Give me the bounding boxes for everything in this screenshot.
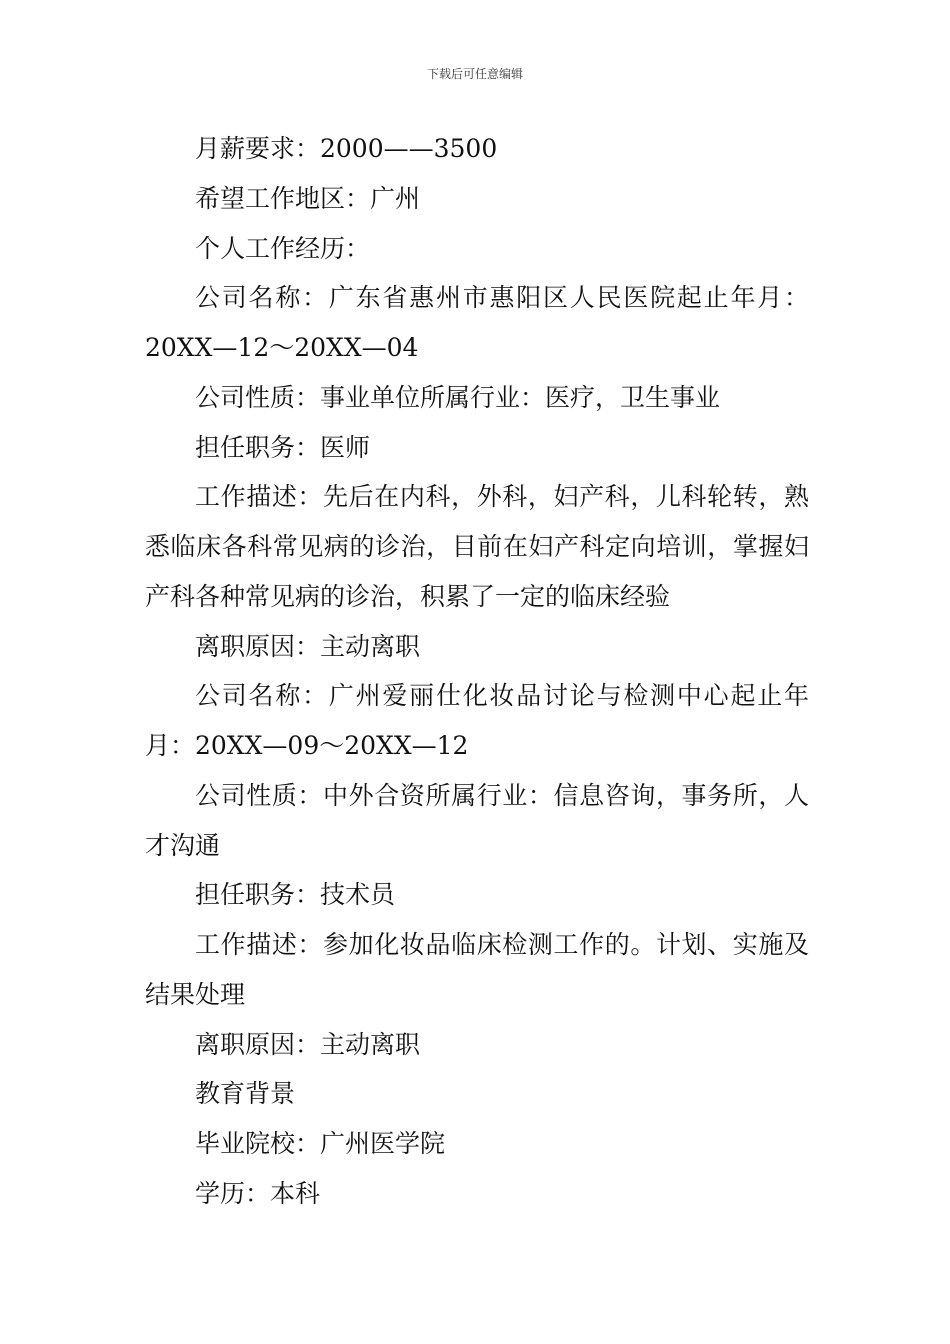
company-2-position: 担任职务：技术员: [195, 880, 396, 910]
document-body: [145, 124, 809, 1219]
education-degree: 学历：本科: [195, 1178, 321, 1208]
page-header: 下载后可任意编辑: [426, 67, 523, 81]
company-2-description: 工作描述：参加化妆品临床检测工作的。计划、实施及结果处理: [145, 930, 809, 1009]
company-2-name: 公司名称：广州爱丽仕化妆品讨论与检测中心起止年月：20XX—09～20XX—12: [145, 681, 809, 760]
company-2-type: 公司性质：中外合资所属行业：信息咨询，事务所，人才沟通: [145, 780, 809, 860]
education-heading: 教育背景: [195, 1079, 296, 1109]
salary-requirement: 月薪要求：2000——3500: [195, 134, 498, 163]
company-2-leave-reason: 离职原因：主动离职: [195, 1029, 421, 1059]
graduated-school: 毕业院校：广州医学院: [195, 1129, 446, 1158]
desired-location: 希望工作地区：广州: [195, 183, 421, 213]
company-1-position: 担任职务：医师: [195, 432, 371, 462]
work-history-heading: 个人工作经历：: [195, 233, 371, 263]
company-1-leave-reason: 离职原因：主动离职: [195, 631, 421, 661]
company-1-name: 公司名称：广东省惠州市惠阳区人民医院起止年月：20XX—12～20XX—04: [145, 283, 809, 362]
company-1-type: 公司性质：事业单位所属行业：医疗，卫生事业: [195, 382, 721, 412]
company-1-description: 工作描述：先后在内科，外科，妇产科，儿科轮转，熟悉临床各科常见病的诊治，目前在妇产科定向培训，掌握妇产科各种常见病的诊治，积累了一定的临床经验: [145, 482, 809, 611]
